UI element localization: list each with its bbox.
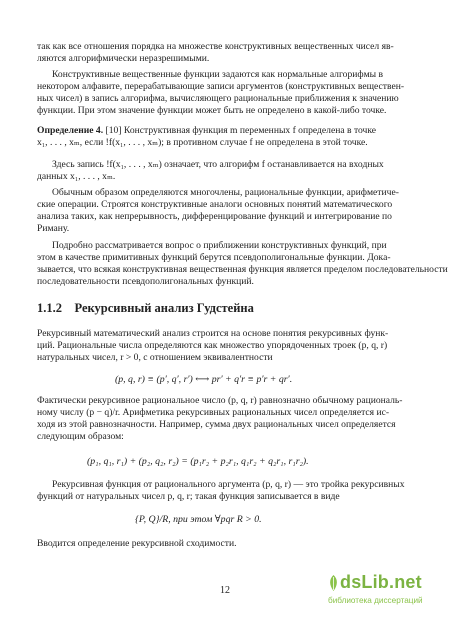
definition-label: Определение 4. [37, 125, 104, 136]
text-line: Конструктивные вещественные функции задаются как нормальные алгорифмы в [52, 69, 384, 80]
text-line: ций. Рациональные числа определяются как множество упорядоченных троек (p, q, r) [37, 340, 388, 351]
text-line: Обычным образом определяются многочлены, рациональные функции, арифметиче- [52, 187, 399, 198]
formula-equivalence: (p, q, r) ≡ (p′, q′, r′) ⟷ pr′ + q′r ≡ p′r + qr′. [115, 374, 293, 385]
text-line: некотором алфавите, перерабатывающие записи аргументов (конструктивных веществен- [37, 81, 405, 92]
text-line: натуральных чисел, r > 0, с отношением эквивалентности [37, 352, 273, 363]
text-line: следующим образом: [37, 431, 124, 442]
page-number: 12 [220, 585, 230, 596]
formula-recursive-function: {P, Q}/R, при этом ∀pqr R > 0. [135, 514, 262, 525]
text-line: Подробно рассматривается вопрос о приближении конструктивных функций, при [52, 240, 387, 251]
text-line: Вводится определение рекурсивной сходимости. [37, 538, 237, 549]
text-line: данных x₁, . . . , xₘ. [37, 171, 116, 182]
definition-line: x₁, . . . , xₘ, если !f(x₁, . . . , xₘ); в противном случае f не определена в этой точке. [37, 137, 368, 148]
text-line: ных чисел) в запись алгорифма, вычисляющего рациональные приближения к значению [37, 93, 399, 104]
text-line: ходя из этой равнозначности. Например, сумма двух рациональных чисел определяется [37, 419, 396, 430]
section-title: Рекурсивный анализ Гудстейна [74, 301, 254, 315]
text-line: так как все отношения порядка на множестве конструктивных вещественных чисел яв- [37, 41, 394, 52]
watermark [328, 572, 448, 616]
section-number: 1.1.2 [37, 301, 62, 315]
text-line: анализа таких, как непрерывность, дифференцирование функций и интегрирование по [37, 211, 392, 222]
text-line: Здесь запись !f(x₁, . . . , xₘ) означает, что алгорифм f останавливается на входных [52, 159, 384, 170]
text-line: Рекурсивная функция от рационального аргумента (p, q, r) — это тройка рекурсивных [52, 479, 405, 490]
text-line: функций от натуральных чисел p, q, r; такая функция записывается в виде [37, 491, 340, 502]
text-line: ские операции. Строятся конструктивные аналоги основных понятий математического [37, 199, 393, 210]
text-line: Риману. [37, 223, 70, 234]
text-line: Рекурсивный математический анализ строится на основе понятия рекурсивных функ- [37, 328, 389, 339]
text-line: функции. При этом значение функции может быть не определено в какой-либо точке. [37, 105, 387, 116]
text-line: Фактически рекурсивное рациональное число (p, q, r) равнозначно обычному рациональ- [37, 395, 403, 406]
text-line: последовательности псевдополигональных функций. [37, 276, 254, 287]
text-line: зывается, что всякая конструктивная вещественная функция является пределом последовательности [37, 264, 448, 275]
definition-text: [10] Конструктивная функция m переменных f определена в точке [105, 125, 377, 136]
watermark-logo: dsLib.net [340, 572, 422, 592]
leaf-icon [328, 575, 339, 591]
definition-line [37, 125, 376, 137]
formula-sum: (p₁, q₁, r₁) + (p₂, q₂, r₂) = (p₁r₂ + p₂r₁, q₁r₂ + q₂r₁, r₁r₂). [87, 456, 309, 467]
section-heading [37, 301, 254, 316]
text-line: ному числу (p − q)/r. Арифметика рекурсивных рациональных чисел определяется ис- [37, 407, 390, 418]
text-line: ляются алгорифмически неразрешимыми. [37, 53, 210, 64]
text-line: этом в качестве примитивных функций берутся псевдополигональные функции. Дока- [37, 252, 391, 263]
watermark-subtitle: библиотека диссертаций [328, 596, 423, 605]
